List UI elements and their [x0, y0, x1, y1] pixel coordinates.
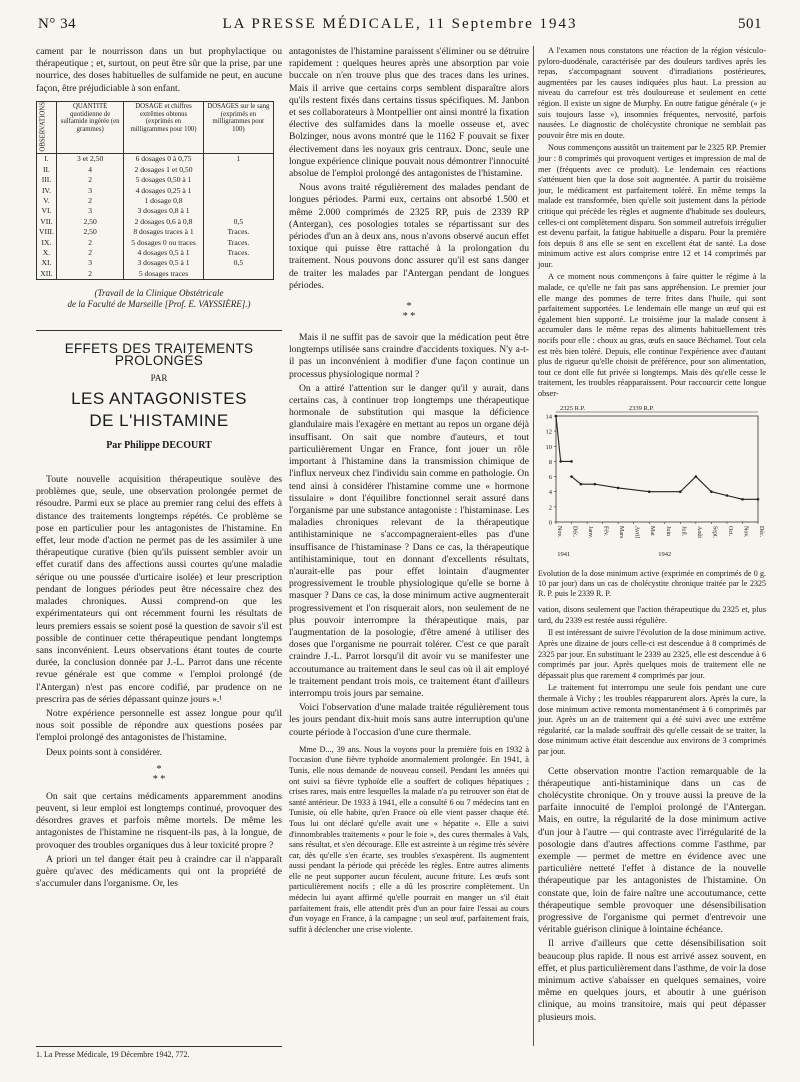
column-divider [533, 46, 534, 1046]
data-point [741, 498, 744, 501]
section-stars: * * * [402, 301, 416, 323]
table-cell: V. [37, 196, 57, 206]
data-point [757, 498, 760, 501]
table-caption [36, 288, 282, 310]
y-tick-label: 2 [548, 503, 552, 511]
table-cell: X. [37, 248, 57, 258]
paragraph: A l'examen nous constatons une réaction de la région vésiculo-pyloro-duodénale, caractérisée par des douleurs tardives après les repas, s'accompagnant souvent d'irradiations postérieures, augmentées par les causes indiquées plus haut. La pression au niveau du carrefour est très douloureuse et seulement en cette région. Il existe un signe de Murphy. En outre fatigue générale (« je suis toujours lasse »), insomnies fréquentes, nervosité, parfois nausées. Le diagnostic de cholécystite chronique ne semblait pas pouvoir être mis en doute. [538, 46, 766, 140]
article-title-line-3: DE L'HISTAMINE [89, 410, 229, 430]
paragraph: Nous avons traité régulièrement des malades pendant de longues périodes. Parmi eux, certains ont absorbé 1.500 et même 2.000 comprimés de 2325 RP, puis de 2339 RP (Antergan), ces posologies totales se répartissant sur des périodes d'un an à deux ans, nous n'avons observé aucun effet toxique qui puisse être rattaché à la prolongation du traitement. Nous pouvons donc assurer qu'il est sans danger de traiter les malades par l'Antergan pendant de longues périodes. [289, 182, 529, 291]
x-tick-label: Oct. [726, 525, 733, 536]
table-row [37, 227, 274, 237]
page-number: 501 [738, 16, 762, 32]
paragraph: Toute nouvelle acquisition thérapeutique soulève des problèmes que, seule, une observation prolongée permet de résoudre. Parmi eux se place au premier rang celui des effets à distance des traitements longtemps répétés. Ce problème se pose en particulier pour les antagonistes de l'histamine. En effet, leur mode d'action ne permet pas de les assimiler à une thérapeutique curative (bien qu'ils puissent sembler avoir un effet curatif dans des affections aussi courtes qu'une maladie sérique ou une poussée d'urticaire isolée) et leur prescription pendant de longues périodes peut être nécessaire chez des malades chroniques. Aussi comprend-on que les expérimentateurs qui ont récemment fourni les résultats de leurs premiers essais se soient posé la question de savoir s'il est possible de continuer cette thérapeutique pendant longtemps sans inconvénient. Leurs observations étant toutes de courte durée, la conclusion donnée par J.-L. Parrot dans une récente revue générale est que comme « l'emploi prolongé (de l'Antergan) n'est pas encore codifié, par prudence on ne prescrira pas de séries dépassant quinze jours ».¹ [36, 474, 282, 705]
table-row [37, 165, 274, 175]
data-point [559, 460, 562, 463]
table-cell: 3 [56, 206, 123, 216]
table-cell: 2 dosages 0,6 à 0,8 [124, 217, 203, 227]
data-point [679, 490, 682, 493]
article-byline: Par Philippe DECOURT [106, 439, 212, 451]
paragraph: On a attiré l'attention sur le danger qu'il y aurait, dans certains cas, à continuer trop longtemps une thérapeutique hormonale de substitution qui masque la déficience glandulaire mais l'exagère en mettant au repos un organe déjà insuffisant. On sait que nombre d'auteurs, et tout particulièrement Ungar en France, font jouer un rôle important à l'histamine dans la transmission chimique de l'influx nerveux chez l'individu sain comme en pathologie. On tend ainsi à considérer l'histamine comme une « hormone tissulaire » dont l'équilibre fonctionnel serait assuré dans l'organisme par une substance antagoniste : l'histaminase. Les maladies chroniques relevant de la thérapeutique antihistaminique ne s'accompagneraient-elles pas d'une insuffisance de l'histaminase ? Dans ce cas, la thérapeutique antihistaminique, tout en donnant d'excellents résultats, n'aurait-elle pas pour effet lointain d'augmenter progressivement le trouble physiologique qu'elle se borne à masquer ? Dans ce cas, la dose minimum active augmenterait progressivement et l'on risquerait alors, non seulement de ne plus pouvoir interrompre la thérapeutique mais, par l'augmentation de la posologie, d'être amené à utiliser des doses que l'organisme ne pourrait tolérer. C'est ce que paraît craindre J.-L. Parrot lorsqu'il dit avoir vu se manifester une accoutumance au traitement dans le seul cas où il ait employé le traitement pendant trois mois, ce traitement étant d'ailleurs interrompu trois jours par semaine. [289, 382, 529, 699]
table-cell [203, 196, 273, 206]
table-cell: 8 dosages traces à 1 [124, 227, 203, 237]
x-tick-label: Déc. [758, 525, 764, 537]
table-cell: 4 [56, 165, 123, 175]
year-label: 1941 [557, 550, 571, 558]
table-cell: 2 [56, 248, 123, 258]
paragraph: Mais il ne suffit pas de savoir que la médication peut être longtemps utilisée sans craindre d'accidents toxiques. N'y a-t-il pas un inconvénient à modifier d'une façon continue un processus physiologique normal ? [289, 332, 529, 380]
column-1 [36, 46, 282, 892]
table-header-cell: OBSERVATIONS [37, 101, 57, 154]
table-cell: III. [37, 175, 57, 185]
paragraph: A priori un tel danger était peu à craindre car il n'apparaît guère qu'avec des médicaments qui ont la propriété de s'accumuler dans l'organisme. Or, les [36, 853, 282, 890]
y-tick-label: 6 [548, 473, 552, 481]
data-point [617, 486, 620, 489]
series-line [556, 416, 572, 461]
table-row [37, 248, 274, 258]
x-tick-label: Sept. [711, 525, 718, 538]
table-cell: 3 [56, 258, 123, 268]
data-point [570, 460, 573, 463]
x-tick-label: Nov. [556, 525, 562, 538]
table-cell: I. [37, 154, 57, 165]
paragraph: Le traitement fut interrompu une seule fois pendant une cure thermale à Vichy ; les troubles réapparurent alors. Après la cure, la dose minimum active remonta momentanément à 6 comprimés par jour. Après un an de traitement qui a été suivi avec une extrême régularité, car la malade souffrait dès qu'elle cessait de se traiter, la dose minimum active était descendue aux environs de 3 comprimés par jour. [538, 683, 766, 756]
table-header-cell: DOSAGE et chiffres extrêmes obtenus (exprimés en milligrammes pour 100) [124, 101, 203, 154]
chart-frame [556, 416, 758, 522]
table-cell: 4 dosages 0,5 à 1 [124, 248, 203, 258]
article-par: PAR [150, 372, 168, 383]
data-point [555, 414, 558, 417]
data-point [594, 482, 597, 485]
paragraph: Notre expérience personnelle est assez longue pour qu'il nous soit possible de répondre aux questions posées par l'emploi prolongé des antagonistes de l'histamine. [36, 707, 282, 744]
y-tick-label: 0 [548, 519, 552, 527]
x-tick-label: Juil. [680, 525, 687, 536]
table-cell: 5 dosages traces [124, 269, 203, 280]
table-row [37, 217, 274, 227]
paragraph: Deux points sont à considérer. [46, 746, 162, 758]
x-tick-label: Nov. [742, 525, 749, 538]
table-cell: 1 [203, 154, 273, 165]
case-report: Mme D..., 39 ans. Nous la voyons pour la première fois en 1932 à l'occasion d'une fièvre typhoïde anormalement prolongée. En 1941, à Tunis, elle nous demande de nouveau conseil. Pendant les années qui ont suivi sa fièvre typhoïde elle a souffert de coliques hépatiques ; crises rares, mais entre lesquelles la malade n'a pu retrouver son état de santé antérieur. De 1933 à 1941, elle a consulté 6 ou 7 médecins tant en Tunisie, où elle habite, qu'en France où elle vient passer chaque été. Tous lui ont déclaré qu'elle avait une « hépatite ». Elle a suivi d'innombrables traitements « pour le foie », des cures thermales à Vals, sans résultat, et s'en décourage. Elle est astreinte à un régime très sévère car, dès qu'elle s'en écarte, ses troubles s'exaspèrent. Ils augmentent aussi pendant la période qui précède les règles. Entre autres aliments elle ne peut supporter aucun féculent, aucune friture. Les œufs sont particulièrement nocifs ; elle a dû les proscrire complètement. Un médecin lui ayant affirmé qu'elle pourrait en manger un s'il était parfaitement frais, elle attendit près d'un an pour faire l'essai au cours d'un voyage en France, à la campagne ; un seul œuf, parfaitement frais, suffit à déclencher une crise violente. [289, 744, 529, 934]
x-tick-label: Fév. [602, 525, 609, 536]
table-cell: 3 et 2,50 [56, 154, 123, 165]
table-row [37, 196, 274, 206]
x-tick-label: Janv. [587, 525, 594, 538]
data-point [570, 475, 573, 478]
table-cell: II. [37, 165, 57, 175]
table-cell: IV. [37, 186, 57, 196]
table-cell: 2 [56, 238, 123, 248]
x-tick-label: Avril [633, 525, 640, 538]
table-cell: IX. [37, 238, 57, 248]
table-cell: 2 dosages 1 et 0,50 [124, 165, 203, 175]
table-row [37, 238, 274, 248]
table-cell: Traces. [203, 227, 273, 237]
table-row [37, 175, 274, 185]
table-row [37, 154, 274, 165]
table-cell: 0,5 [203, 258, 273, 268]
table-cell: 2,50 [56, 217, 123, 227]
table-cell [203, 206, 273, 216]
table-cell: 2,50 [56, 227, 123, 237]
table-cell: 2 [56, 196, 123, 206]
table-cell: VII. [37, 217, 57, 227]
table-cell: 2 [56, 269, 123, 280]
table-cell: 3 dosages 0,8 à 1 [124, 206, 203, 216]
issue-number: N° 34 [38, 16, 77, 32]
year-label: 1942 [658, 550, 672, 558]
observations-table [36, 101, 274, 280]
dose-chart [538, 402, 766, 566]
table-row [37, 258, 274, 268]
paragraph: Il est intéressant de suivre l'évolution de la dose minimum active. Après une dizaine de jours celle-ci est descendue à 8 comprimés de 2325 par jour. En substituant le 2339 au 2325, elle est descendue à 6 comprimés par jour. Après quelques mois de traitement elle ne dépassait plus que rarement 4 comprimés par jour. [538, 628, 766, 680]
data-point [710, 490, 713, 493]
paragraph: Il arrive d'ailleurs que cette désensibilisation soit beaucoup plus rapide. Il nous est arrivé assez souvent, en effet, et plus particulièrement dans l'asthme, de voir la dose minimum active s'abaisser en quelques semaines, voire même en quelques jours, et aboutir à une guérison clinique, au moins transitoire, mais qui peut dépasser plusieurs mois. [538, 938, 766, 1023]
divider [36, 330, 282, 331]
table-cell: Traces. [203, 238, 273, 248]
table-cell: 5 dosages 0,50 à 1 [124, 175, 203, 185]
table-cell: 3 [56, 186, 123, 196]
table-cell: 6 dosages 0 à 0,75 [124, 154, 203, 165]
page-header [38, 16, 762, 36]
table-cell [203, 186, 273, 196]
paragraph: Nous commençons aussitôt un traitement par le 2325 RP. Premier jour : 8 comprimés qui provoquent vertiges et impression de mal de mer (fréquents avec ce produit). Le lendemain ces réactions s'atténuent bien que la dose soit augmentée. A partir du troisième jour, le médicament est parfaitement toléré. En même temps la malade est transformée, bien qu'elle soit justement dans la période critique qui précède les règles et augmente d'habitude ses douleurs, celles-ci ont complètement disparu. Son sommeil autrefois irrégulier est devenu parfait, la fatigue habituelle a disparu. Pour la première fois depuis 8 ans elle se sent en excellent état de santé. La dose minimum active est alors comprise entre 12 et 14 comprimés par jour. [538, 143, 766, 269]
table-cell [203, 175, 273, 185]
table-cell: VI. [37, 206, 57, 216]
x-tick-label: Mai [649, 525, 656, 536]
chart-caption: Evolution de la dose minimum active (exprimée en comprimés de 0 g. 10 par jour) dans un cas de cholécystite chronique traitée par le 2325 R. P. puis le 2339 R. P. [538, 569, 766, 599]
caption-line-1: (Travail de la Clinique Obstétricale [94, 288, 224, 299]
paragraph: A ce moment nous commençons à faire quitter le régime à la malade, ce qu'elle ne fait pas sans appréhension. Le premier jour elle mange des pommes de terre frites dans l'huile, qui sont parfaitement supportées. Le lendemain elle mange un œuf qui est également bien supporté. Le troisième jour la malade consent à accumuler dans le même repas des aliments habituellement très nocifs pour elle : choux au gras, œufs en sauce Béchamel. Tout cela est très bien toléré. Depuis, elle continue l'expérience avec d'autant plus de rigueur qu'elle choisit de préférence, pour son alimentation, tout ce dont elle fut privée si longtemps. Mais dès qu'elle cesse le traitement, les troubles réapparaissent. Pour raccourcir cette longue obser- [538, 272, 766, 398]
data-point [648, 490, 651, 493]
table-row [37, 206, 274, 216]
series-label: 2325 R.P. [560, 404, 586, 412]
intro-paragraph: cament par le nourrisson dans un but prophylactique ou thérapeutique ; et, surtout, on peut être sûr que la prise, par une nourrice, des doses habituelles de sulfamide ne peut, en aucune façon, être préjudiciable à son enfant. [36, 46, 282, 94]
table-cell: 3 dosages 0,5 à 1 [124, 258, 203, 268]
footnote: 1. La Presse Médicale, 19 Décembre 1942, 772. [36, 1046, 282, 1059]
column-2 [289, 46, 529, 937]
table-header-cell: DOSAGES sur le sang (exprimés en milligrammes pour 100) [203, 101, 273, 154]
table-cell: XII. [37, 269, 57, 280]
paragraph: antagonistes de l'histamine paraissent s'éliminer ou se détruire rapidement : quelques heures après une absorption par voie buccale on n'en trouve plus que des traces dans les urines. Mais il arrive que certains corps semblent disparaître alors qu'ils restent fixés dans certains tissus spécifiques. M. Janbon et ses collaborateurs à Montpellier ont ainsi montré la fixation élective des sulfamides dans la moelle osseuse et, avec Bolzinger, nous avons montré que le 1162 F pouvait se fixer électivement dans les noyaux gris centraux. Donc, seule une longue expérience clinique pouvait nous démontrer l'innocuité absolue de l'emploi prolongé des antagonistes de l'histamine. [289, 46, 529, 180]
y-tick-label: 8 [548, 458, 552, 466]
y-tick-label: 12 [545, 428, 552, 436]
table-row [37, 186, 274, 196]
y-tick-label: 4 [548, 488, 552, 496]
paragraph: Cette observation montre l'action remarquable de la thérapeutique anti-histaminique dans un cas de cholécystite chronique. On y trouve aussi la preuve de la parfaite innocuité de l'emploi prolongé de l'Antergan. Mais, en outre, la régularité de la dose minimum active d'un jour à l'autre — qui contraste avec l'irrégularité de la posologie dans d'autres affections comme l'asthme, par exemple — permet de mettre en évidence avec une particulière netteté l'effet à distance de la nouvelle thérapeutique par les antagonistes de l'histamine. On constate que, loin de faire naître une accoutumance, cette thérapeutique semble provoquer une désensibilisation progressive de l'organisme qui permet d'entrevoir une véritable guérison clinique à lointaine échéance. [538, 765, 766, 936]
dose-chart-svg [538, 402, 766, 562]
x-tick-label: Août [695, 525, 702, 538]
paragraph: vation, disons seulement que l'action thérapeutique du 2325 et, plus tard, du 2339 est restée aussi régulière. [538, 605, 766, 625]
table-header-cell: QUANTITÉ quotidienne de sulfamide ingérée (en grammes) [56, 101, 123, 154]
article-title-line-2: LES ANTAGONISTES [71, 388, 247, 408]
table-cell: XI. [37, 258, 57, 268]
table-cell [203, 165, 273, 175]
table-cell: 0,5 [203, 217, 273, 227]
column-3 [538, 46, 766, 1026]
series-label: 2339 R.P. [628, 404, 655, 412]
table-cell: 5 dosages 0 ou traces [124, 238, 203, 248]
y-tick-label: 10 [545, 443, 552, 451]
series-line [572, 476, 758, 499]
table-cell [203, 269, 273, 280]
x-tick-label: Juin [664, 525, 671, 536]
table-row [37, 269, 274, 280]
section-stars: * * * [152, 763, 166, 785]
paragraph: On sait que certains médicaments apparemment anodins peuvent, si leur emploi est longtemps continué, provoquer des désordres graves et parfois même mortels. De même les antagonistes de l'histamine ne risquent-ils pas, à la longue, de provoquer des troubles organiques dus à leur toxicité propre ? [36, 790, 282, 851]
paragraph: Voici l'observation d'une malade traitée régulièrement tous les jours pendant dix-huit mois sans autre interruption qu'une courte période à l'occasion d'une cure thermale. [289, 702, 529, 738]
caption-line-2: de la Faculté de Marseille [Prof. E. VAYSSIÈRE].) [67, 299, 251, 310]
table-cell: 4 dosages 0,25 à 1 [124, 186, 203, 196]
y-tick-label: 14 [545, 413, 552, 421]
table-cell: 2 [56, 175, 123, 185]
table-cell: VIII. [37, 227, 57, 237]
table-cell: Traces. [203, 248, 273, 258]
data-point [695, 475, 698, 478]
table-cell: 1 dosage 0,8 [124, 196, 203, 206]
article-title-line-1: EFFETS DES TRAITEMENTS PROLONGÉS [64, 341, 254, 369]
data-point [726, 494, 729, 497]
journal-title: LA PRESSE MÉDICALE, 11 Septembre 1943 [222, 16, 578, 32]
x-tick-label: Mars [618, 525, 625, 538]
data-point [580, 482, 583, 485]
x-tick-label: Déc. [571, 525, 578, 537]
